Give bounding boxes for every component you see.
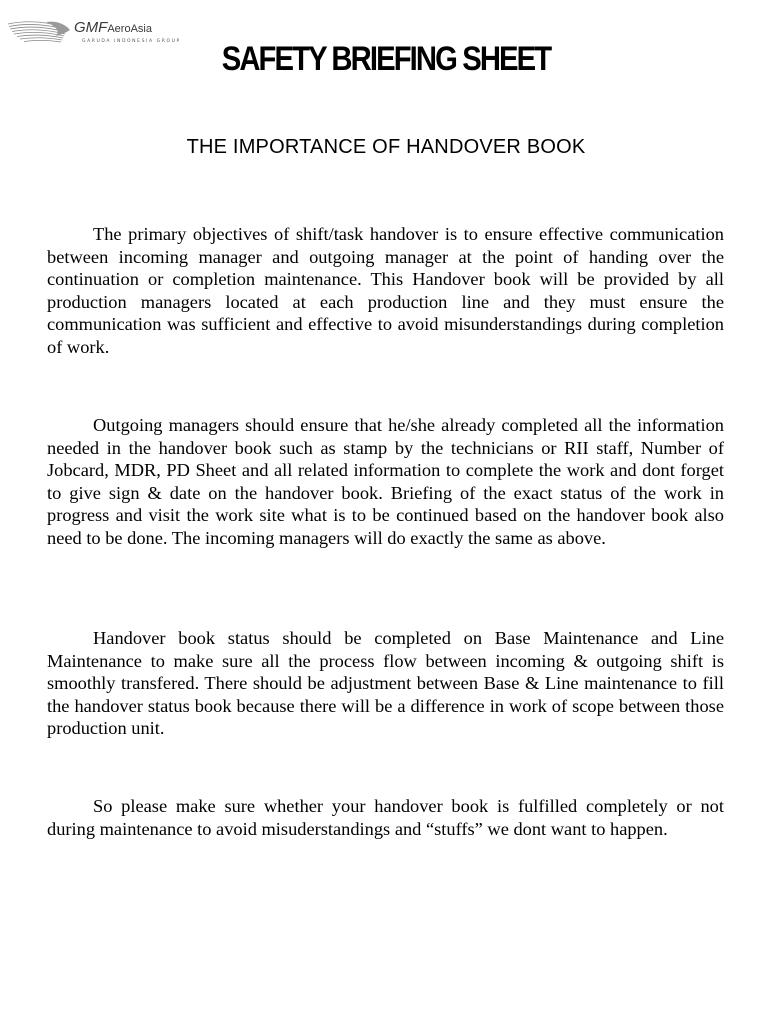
logo-tagline: GARUDA INDONESIA GROUP [82, 39, 181, 44]
paragraph-closing: So please make sure whether your handover book is fulfilled completely or not during maintenance to avoid misuderstandings and “stuffs” we dont want to happen. [47, 796, 724, 839]
page-title: SAFETY BRIEFING SHEET [221, 40, 551, 78]
paragraph-objectives: The primary objectives of shift/task handover is to ensure effective communication between incoming manager and outgoing manager at the point of handing over the continuation or completion maintenance. This Handover book will be provided by all production managers located at each production line and they must ensure the communication was sufficient and effective to avoid misunderstandings during completion of work. [47, 224, 724, 357]
logo-wordmark [74, 19, 152, 37]
logo-brand-suffix: AeroAsia [107, 23, 152, 35]
paragraph-handover-status: Handover book status should be completed on Base Maintenance and Line Maintenance to make sure all the process flow between incoming & outgoing shift is smoothly transfered. There should be adjustment between Base & Line maintenance to fill the handover status book because there will be a difference in work of scope between those production unit. [47, 628, 724, 739]
page-subtitle: THE IMPORTANCE OF HANDOVER BOOK [186, 136, 586, 158]
logo-brand: GMF [74, 19, 108, 36]
paragraph-outgoing-managers: Outgoing managers should ensure that he/she already completed all the information needed in the handover book such as stamp by the technicians or RII staff, Number of Jobcard, MDR, PD Sheet and all related information to complete the work and dont forget to give sign & date on the handover book. Briefing of the exact status of the work in progress and visit the work site what is to be continued based on the handover book also need to be done. The incoming managers will do exactly the same as above. [47, 415, 724, 548]
